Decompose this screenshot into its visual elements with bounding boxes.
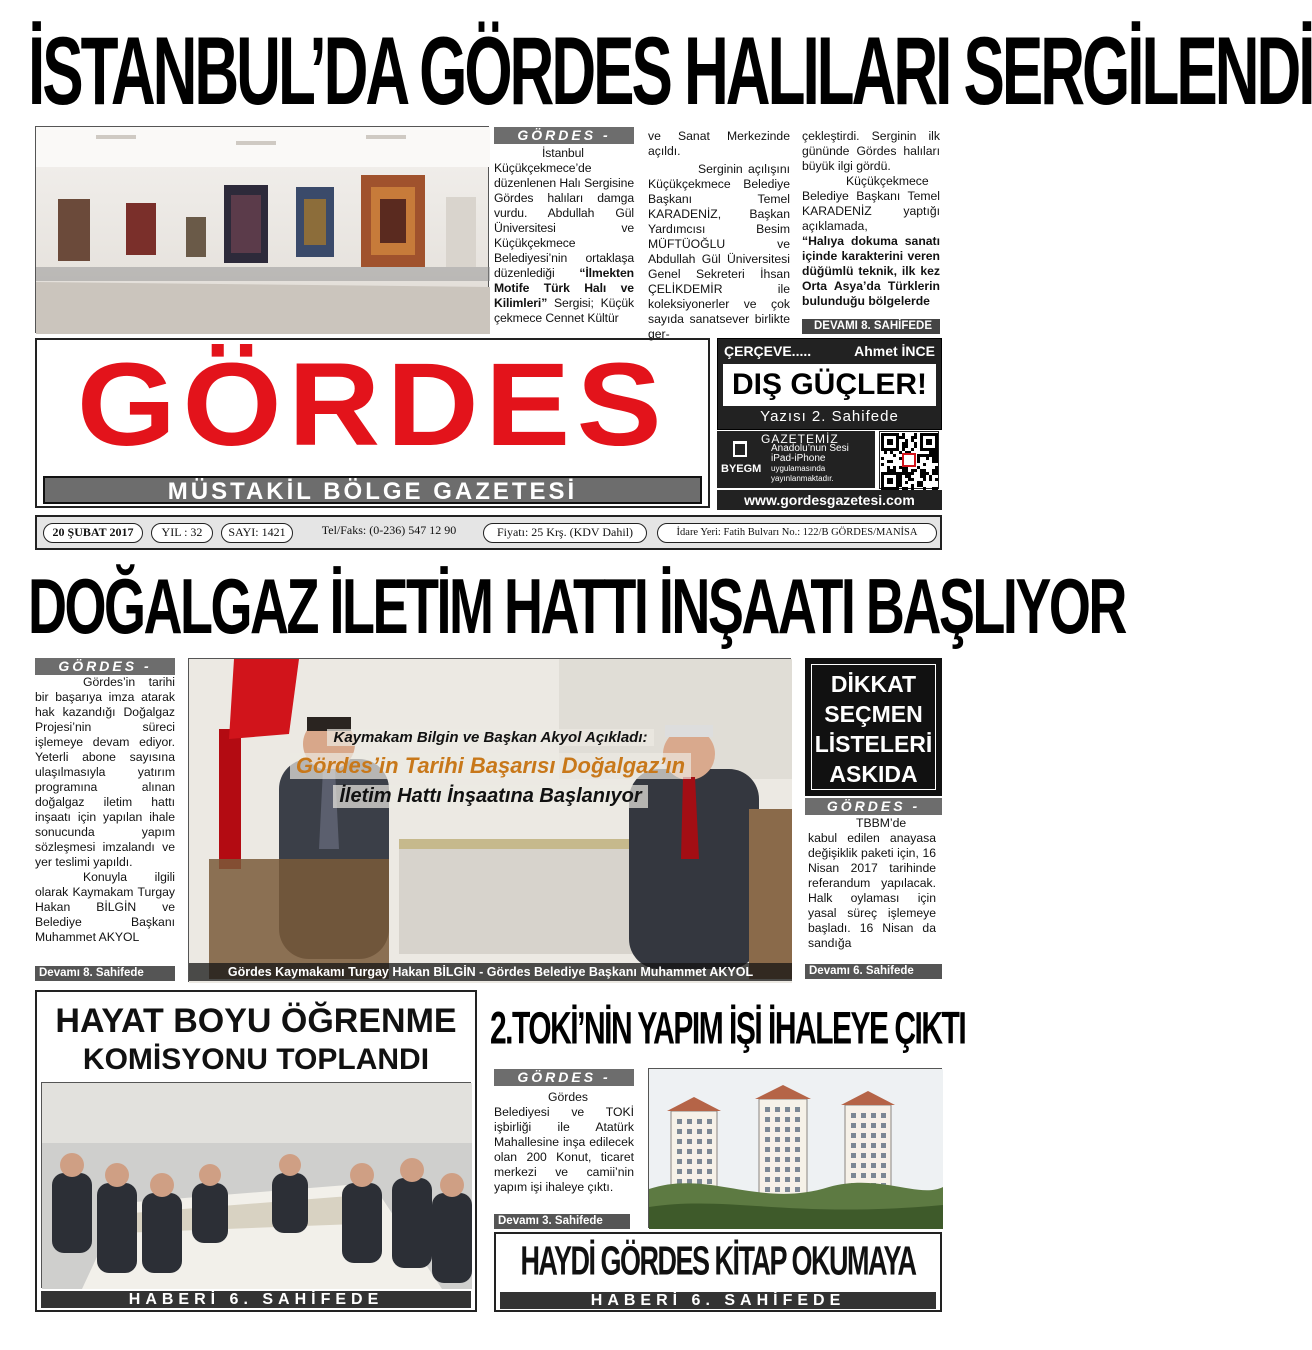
dikkat-more-link[interactable]: Devamı 6. Sahifede [805, 964, 942, 979]
hayat-line2: KOMİSYONU TOPLANDI [82, 1043, 430, 1076]
byegm-line4: yayınlanmaktadır. [771, 474, 834, 483]
byegm-box [717, 431, 875, 488]
story1-col3 [802, 129, 940, 317]
dikkat-line-4: ASKIDA [829, 761, 918, 787]
phone: Tel/Faks: (0-236) 547 12 90 [321, 523, 457, 537]
story1-col3-a: çekleştirdi. Serginin ilk gününde Gördes halıları büyük ilgi gördü. [802, 129, 940, 173]
masthead-title: GÖRDES [76, 339, 669, 471]
story1-col3-b: Küçükçekmece Belediye Başkanı Temel KARADENİZ yaptığı açıklamada, [802, 174, 940, 233]
main-headline: İSTANBUL’DA GÖRDES HALILARI SERGİLENDİ [28, 18, 1312, 126]
issue-date: 20 ŞUBAT 2017 [43, 523, 143, 543]
officials-illustration [189, 659, 792, 983]
story2-p1: Gördes’in tarihi bir başarıya imza atarak hak kazandığı Doğalgaz Projesi’nin süreci işlemeye devam ediyor. Yeterli abone sayısına ulaşılmasıyla yatırım programına alınan doğalgaz iletim hattı inşaatı için yapılan ihale sonucunda yapım sözleşmesi imzalandı ve yer teslimi yapıldı. [35, 675, 175, 869]
byegm-line3: uygulamasında [771, 464, 826, 473]
dikkat-line-3: LİSTELERİ [814, 731, 933, 757]
dikkat-text [808, 816, 936, 962]
cerceve-label: ÇERÇEVE..... [724, 343, 812, 359]
dikkat-kicker: GÖRDES - [805, 798, 942, 815]
dikkat-line-1: DİKKAT [830, 671, 917, 697]
kitap-more-link[interactable]: HABERİ 6. SAHİFEDE [500, 1292, 936, 1309]
story1-col2-b: Serginin açılışını Küçükçekmece Belediye Başkanı Temel KARADENİZ, Başkan Yardımcısı Besim MÜFTÜOĞLU ve Abdullah Gül Üniversitesi Genel Sekreteri İhsan ÇELİKDEMİR ile koleksiyonerler ve çok sayıda sanatsever birlikte ger- [648, 162, 790, 341]
toki-buildings-photo [648, 1068, 942, 1228]
dikkat-box [805, 658, 942, 796]
carpet-exhibition-photo [35, 126, 489, 333]
story1-more-link[interactable]: DEVAMI 8. SAHİFEDE [802, 319, 940, 334]
story1-col1 [494, 146, 634, 366]
story1-col2 [648, 129, 790, 341]
photo-line2: Gördes’in Tarihi Başarısı Doğalgaz’ın [290, 753, 691, 779]
hayat-box [35, 990, 477, 1312]
story2-kicker: GÖRDES - [35, 658, 175, 675]
dikkat-paragraph: TBBM’de kabul edilen anayasa değişiklik paketi için, 16 Nisan 2017 tarihinde referandum yapılacak. Halk oylaması için yasal süreç işlemeye başladı. 16 Nisan da sandığa [808, 816, 936, 950]
toki-text [494, 1090, 634, 1210]
toki-more-link[interactable]: Devamı 3. Sahifede [494, 1214, 630, 1229]
qr-code [879, 431, 939, 489]
doğalgaz-headline: DOĞALGAZ İLETİM HATTI İNŞAATI BAŞLIYOR [28, 563, 1125, 651]
website-link[interactable]: www.gordesgazetesi.com [717, 490, 942, 510]
story1-col1-quote: “İlmekten Motife Türk Halı ve Kilimleri” [494, 266, 634, 310]
meeting-photo [41, 1082, 471, 1288]
cerceve-box [717, 338, 942, 430]
photo-caption: Gördes Kaymakamı Turgay Hakan BİLGİN - Gördes Belediye Başkanı Muhammet AKYOL [189, 963, 792, 981]
masthead-subtitle: MÜSTAKİL BÖLGE GAZETESİ [43, 476, 702, 504]
photo-line1: Kaymakam Bilgin ve Başkan Akyol Açıkladı: [327, 729, 653, 746]
price: Fiyatı: 25 Krş. (KDV Dahil) [483, 523, 647, 543]
byegm-line2: iPad-iPhone [771, 453, 826, 464]
officials-photo [188, 658, 791, 982]
story1-col3-quote: “Halıya dokuma sanatı içinde karakterini veren düğümlü teknik, ilk kez Orta Asya’da Türklerin bulunduğu bölgelerde [802, 234, 940, 308]
hayat-line1: HAYAT BOYU ÖĞRENME [55, 1002, 457, 1040]
meeting-illustration [42, 1083, 472, 1289]
story1-kicker: GÖRDES - [494, 127, 634, 144]
masthead [35, 338, 710, 508]
story2-more-link[interactable]: Devamı 8. Sahifede [35, 966, 175, 981]
toki-headline: 2.TOKİ’NİN YAPIM İŞİ İHALEYE ÇIKTI [490, 1004, 966, 1054]
hayat-more-link[interactable]: HABERİ 6. SAHİFEDE [41, 1291, 471, 1308]
kitap-headline: HAYDİ GÖRDES KİTAP OKUMAYA [520, 1238, 916, 1284]
story1-col1-text-b: Sergisi; Küçük çekmece Cennet Kültür [494, 296, 634, 325]
qr-code-graphic [880, 432, 938, 488]
byegm-logo-icon [733, 441, 747, 457]
kitap-box [494, 1232, 942, 1312]
exhibition-illustration [36, 127, 490, 334]
byegm-logo: BYEGM [721, 463, 762, 475]
cerceve-author: Ahmet İNCE [854, 343, 935, 359]
photo-line3: İletim Hattı İnşaatına Başlanıyor [333, 785, 647, 808]
dikkat-line-2: SEÇMEN [824, 701, 923, 727]
toki-kicker: GÖRDES - [494, 1069, 634, 1086]
byegm-top: GAZETEMİZ [761, 432, 839, 446]
story2-p2: Konuyla ilgili olarak Kaymakam Turgay Hakan BİLGİN ve Belediye Başkanı Muhammet AKYOL [35, 870, 175, 944]
cerceve-headline: DIŞ GÜÇLER! [723, 364, 936, 406]
story1-col1-text-a: İstanbul Küçükçekmece’de düzenlenen Halı Sergisine Gördes halıları damga vurdu. Abdullah Gül Üniversitesi ve Küçükçekmece Belediyesi’nin ortaklaşa düzenlediği [494, 146, 634, 280]
story2-text [35, 675, 175, 963]
address: İdare Yeri: Fatih Bulvarı No.: 122/B GÖRDES/MANİSA [657, 523, 937, 543]
toki-paragraph: Gördes Belediyesi ve TOKİ işbirliği ile Atatürk Mahallesine inşa edilecek olan 200 Konut, ticaret merkezi ve camii’nin yapım işi ihaleye çıktı. [494, 1090, 634, 1194]
info-bar [35, 515, 942, 550]
cerceve-more: Yazısı 2. Sahifede [760, 408, 899, 425]
issue-number: SAYI: 1421 [221, 523, 293, 543]
issue-year: YIL : 32 [151, 523, 213, 543]
buildings-illustration [649, 1069, 943, 1229]
story1-col2-a: ve Sanat Merkezinde açıldı. [648, 129, 790, 158]
byegm-line1: Anadolu’nun Sesi [771, 443, 849, 454]
